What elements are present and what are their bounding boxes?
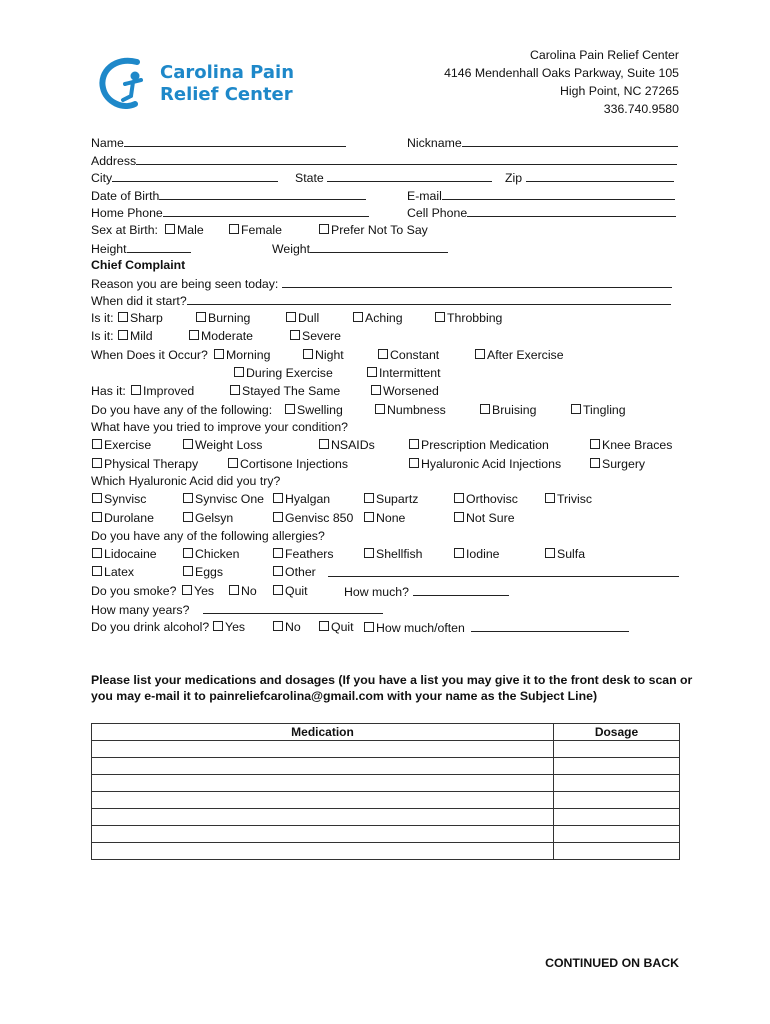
option-label: Trivisc <box>557 492 593 506</box>
iodine-option[interactable] <box>453 547 500 562</box>
feathers-option[interactable] <box>272 547 334 562</box>
weight-loss-option[interactable] <box>182 438 262 453</box>
option-label: No <box>285 620 301 634</box>
checkbox-icon <box>92 493 102 503</box>
medication-cell[interactable] <box>92 758 554 775</box>
checkbox-icon <box>286 312 296 322</box>
checkbox-icon <box>196 312 206 322</box>
option-label: Dull <box>298 311 320 325</box>
burning-option[interactable] <box>195 311 250 326</box>
checkbox-icon <box>435 312 445 322</box>
city-field[interactable] <box>112 170 278 182</box>
dob-row <box>91 188 366 204</box>
name-field[interactable] <box>124 135 346 147</box>
alcohol-label: Do you drink alcohol? <box>91 620 210 634</box>
knee-braces-option[interactable] <box>589 438 672 453</box>
checkbox-icon <box>378 349 388 359</box>
option-label: Iodine <box>466 547 500 561</box>
shellfish-option[interactable] <box>363 547 422 562</box>
sex-female-option[interactable] <box>228 223 282 238</box>
option-label: Throbbing <box>447 311 503 325</box>
option-label: Synvisc One <box>195 492 265 506</box>
alcohol-amount-field[interactable] <box>471 620 629 632</box>
worsened-option[interactable] <box>370 384 439 399</box>
when-occur-label: When Does it Occur? <box>91 348 208 362</box>
option-label: Constant <box>390 348 440 362</box>
checkbox-icon <box>273 493 283 503</box>
checkbox-icon <box>213 621 223 631</box>
checkbox-icon <box>409 439 419 449</box>
table-row <box>92 826 680 843</box>
years-row <box>91 602 383 618</box>
clinic-logo <box>95 54 295 114</box>
synvisc-option[interactable] <box>91 492 146 507</box>
chief-complaint-heading: Chief Complaint <box>91 258 186 272</box>
checkbox-icon <box>319 224 329 234</box>
checkbox-icon <box>118 330 128 340</box>
state-label: State <box>295 171 324 185</box>
checkbox-icon <box>228 458 238 468</box>
checkbox-icon <box>273 548 283 558</box>
option-label: During Exercise <box>246 366 333 380</box>
email-field[interactable] <box>442 188 675 200</box>
option-label: Male <box>177 223 204 237</box>
option-label: Physical Therapy <box>104 457 199 471</box>
cell-phone-label: Cell Phone <box>407 206 468 220</box>
smoke-amount-field[interactable] <box>413 584 509 596</box>
height-label: Height <box>91 242 127 256</box>
after-exercise-option[interactable] <box>474 348 564 363</box>
checkbox-icon <box>189 330 199 340</box>
nickname-row <box>407 135 678 151</box>
logo-line-2: Relief Center <box>160 84 293 105</box>
aching-option[interactable] <box>352 311 403 326</box>
none-option[interactable] <box>363 511 405 526</box>
checkbox-icon <box>375 404 385 414</box>
durolane-option[interactable] <box>91 511 154 526</box>
option-label: Latex <box>104 565 135 579</box>
city-row <box>91 170 278 186</box>
option-label: Worsened <box>383 384 439 398</box>
checkbox-icon <box>183 439 193 449</box>
dosage-cell[interactable] <box>554 792 680 809</box>
medication-cell[interactable] <box>92 741 554 758</box>
medication-cell[interactable] <box>92 809 554 826</box>
logo-line-1: Carolina Pain <box>160 62 295 83</box>
option-label: Supartz <box>376 492 419 506</box>
weight-field[interactable] <box>310 241 448 253</box>
email-row <box>407 188 675 204</box>
checkbox-icon <box>183 512 193 522</box>
hyalgan-option[interactable] <box>272 492 330 507</box>
pt-option[interactable] <box>91 457 198 472</box>
option-label: Intermittent <box>379 366 441 380</box>
other-option[interactable] <box>272 565 316 580</box>
option-label: Tingling <box>583 403 626 417</box>
option-label: Aching <box>365 311 403 325</box>
address-row <box>91 153 677 169</box>
sex-label: Sex at Birth: <box>91 223 158 237</box>
checkbox-icon <box>273 621 283 631</box>
start-row <box>91 293 671 309</box>
medications-instructions-1: Please list your medications and dosages (If you have a list you may give it to the front desk to scan or <box>91 673 693 687</box>
medications-instructions-2: you may e-mail it to painreliefcarolina@gmail.com with your name as the Subject Line) <box>91 689 598 703</box>
checkbox-icon <box>545 548 555 558</box>
checkbox-icon <box>371 385 381 395</box>
alcohol-amount-option[interactable] <box>363 620 629 636</box>
option-label: Bruising <box>492 403 537 417</box>
checkbox-icon <box>230 385 240 395</box>
option-label: None <box>376 511 406 525</box>
option-label: Sulfa <box>557 547 586 561</box>
nickname-label: Nickname <box>407 136 462 150</box>
mild-option[interactable] <box>117 329 153 344</box>
checkbox-icon <box>273 566 283 576</box>
synvisc-one-option[interactable] <box>182 492 264 507</box>
checkbox-icon <box>273 585 283 595</box>
hyaluronic-option[interactable] <box>408 457 561 472</box>
option-label: How much/often <box>376 621 465 635</box>
improved-option[interactable] <box>130 384 194 399</box>
option-label: Morning <box>226 348 271 362</box>
is-it-label-2: Is it: <box>91 329 114 343</box>
dull-option[interactable] <box>285 311 319 326</box>
checkbox-icon <box>229 224 239 234</box>
moderate-option[interactable] <box>188 329 253 344</box>
checkbox-icon <box>454 493 464 503</box>
zip-row <box>505 170 674 186</box>
checkbox-icon <box>183 566 193 576</box>
option-label: Orthovisc <box>466 492 518 506</box>
dob-label: Date of Birth <box>91 189 160 203</box>
zip-field[interactable] <box>526 170 674 182</box>
checkbox-icon <box>131 385 141 395</box>
table-row <box>92 758 680 775</box>
alcohol-no-option[interactable] <box>272 620 301 635</box>
alcohol-quit-option[interactable] <box>318 620 354 635</box>
years-field[interactable] <box>203 602 383 614</box>
option-label: Lidocaine <box>104 547 157 561</box>
following-label: Do you have any of the following: <box>91 403 273 417</box>
checkbox-icon <box>182 585 192 595</box>
checkbox-icon <box>183 548 193 558</box>
allergies-question: Do you have any of the following allergies? <box>91 529 325 543</box>
logo-swirl-icon <box>95 54 155 114</box>
tingling-option[interactable] <box>570 403 626 418</box>
option-label: Improved <box>143 384 195 398</box>
sex-prefer-option[interactable] <box>318 223 428 238</box>
height-field[interactable] <box>127 241 191 253</box>
checkbox-icon <box>364 493 374 503</box>
years-label: How many years? <box>91 603 190 617</box>
option-label: Synvisc <box>104 492 147 506</box>
dosage-cell[interactable] <box>554 775 680 792</box>
surgery-option[interactable] <box>589 457 645 472</box>
cortisone-option[interactable] <box>227 457 348 472</box>
alcohol-yes-option[interactable] <box>212 620 245 635</box>
option-label: NSAIDs <box>331 438 375 452</box>
sharp-option[interactable] <box>117 311 163 326</box>
checkbox-icon <box>92 548 102 558</box>
option-label: Female <box>241 223 283 237</box>
sex-male-option[interactable] <box>164 223 204 238</box>
clinic-address <box>444 46 679 118</box>
weight-row <box>272 241 448 257</box>
supartz-option[interactable] <box>363 492 418 507</box>
table-row <box>92 809 680 826</box>
numbness-option[interactable] <box>374 403 446 418</box>
morning-option[interactable] <box>213 348 270 363</box>
weight-label: Weight <box>272 242 311 256</box>
has-it-label: Has it: <box>91 384 126 398</box>
home-phone-label: Home Phone <box>91 206 163 220</box>
option-label: After Exercise <box>487 348 564 362</box>
option-label: No <box>241 584 257 598</box>
option-label: Stayed The Same <box>242 384 341 398</box>
trivisc-option[interactable] <box>544 492 592 507</box>
cell-phone-row <box>407 205 676 221</box>
checkbox-icon <box>367 367 377 377</box>
checkbox-icon <box>92 458 102 468</box>
option-label: Yes <box>194 584 215 598</box>
option-label: Moderate <box>201 329 253 343</box>
smoke-amount-row <box>344 584 509 600</box>
checkbox-icon <box>590 458 600 468</box>
checkbox-icon <box>165 224 175 234</box>
option-label: Hyaluronic Acid Injections <box>421 457 562 471</box>
checkbox-icon <box>364 622 374 632</box>
smoke-yes-option[interactable] <box>181 584 214 599</box>
option-label: Yes <box>225 620 246 634</box>
eggs-option[interactable] <box>182 565 223 580</box>
reason-label: Reason you are being seen today: <box>91 277 279 291</box>
checkbox-icon <box>409 458 419 468</box>
checkbox-icon <box>183 493 193 503</box>
checkbox-icon <box>92 439 102 449</box>
tried-question: What have you tried to improve your condition? <box>91 420 349 434</box>
constant-option[interactable] <box>377 348 439 363</box>
table-row <box>92 792 680 809</box>
option-label: Quit <box>285 584 308 598</box>
option-label: Numbness <box>387 403 446 417</box>
checkbox-icon <box>285 404 295 414</box>
medication-cell[interactable] <box>92 826 554 843</box>
state-field[interactable] <box>327 170 492 182</box>
prescription-option[interactable] <box>408 438 549 453</box>
name-label: Name <box>91 136 124 150</box>
swelling-option[interactable] <box>284 403 343 418</box>
option-label: Cortisone Injections <box>240 457 348 471</box>
other-allergy-field[interactable] <box>328 565 679 581</box>
chicken-option[interactable] <box>182 547 239 562</box>
option-label: Shellfish <box>376 547 423 561</box>
zip-label: Zip <box>505 171 523 185</box>
sulfa-option[interactable] <box>544 547 585 562</box>
dosage-cell[interactable] <box>554 843 680 860</box>
option-label: Weight Loss <box>195 438 263 452</box>
option-label: Durolane <box>104 511 154 525</box>
checkbox-icon <box>480 404 490 414</box>
bruising-option[interactable] <box>479 403 536 418</box>
reason-row <box>91 276 672 292</box>
city-label: City <box>91 171 113 185</box>
smoke-label: Do you smoke? <box>91 584 177 598</box>
medications-table-body <box>92 741 680 860</box>
option-label: Burning <box>208 311 251 325</box>
option-label: Eggs <box>195 565 224 579</box>
checkbox-icon <box>353 312 363 322</box>
table-header-row <box>92 724 680 741</box>
checkbox-icon <box>273 512 283 522</box>
medication-cell[interactable] <box>92 792 554 809</box>
checkbox-icon <box>454 548 464 558</box>
address-label: Address <box>91 154 137 168</box>
table-row <box>92 843 680 860</box>
checkbox-icon <box>214 349 224 359</box>
checkbox-icon <box>590 439 600 449</box>
option-label: Prefer Not To Say <box>331 223 428 237</box>
home-phone-row <box>91 205 369 221</box>
option-label: Knee Braces <box>602 438 673 452</box>
reason-field[interactable] <box>282 276 672 288</box>
intermittent-option[interactable] <box>366 366 441 381</box>
genvisc-option[interactable] <box>272 511 353 526</box>
exercise-option[interactable] <box>91 438 151 453</box>
checkbox-icon <box>118 312 128 322</box>
severe-option[interactable] <box>289 329 341 344</box>
state-row <box>295 170 492 186</box>
checkbox-icon <box>571 404 581 414</box>
dob-field[interactable] <box>159 188 366 200</box>
option-label: Chicken <box>195 547 240 561</box>
email-label: E-mail <box>407 189 442 203</box>
option-label: Mild <box>130 329 153 343</box>
address-field[interactable] <box>136 153 677 165</box>
option-label: Severe <box>302 329 341 343</box>
checkbox-icon <box>364 548 374 558</box>
checkbox-icon <box>234 367 244 377</box>
option-label: Hyalgan <box>285 492 331 506</box>
option-label: Prescription Medication <box>421 438 549 452</box>
orthovisc-option[interactable] <box>453 492 518 507</box>
start-label: When did it start? <box>91 294 187 308</box>
option-label: Sharp <box>130 311 163 325</box>
checkbox-icon <box>92 566 102 576</box>
height-row <box>91 241 191 257</box>
is-it-label-1: Is it: <box>91 311 114 325</box>
option-label: Genvisc 850 <box>285 511 354 525</box>
nickname-field[interactable] <box>462 135 678 147</box>
latex-option[interactable] <box>91 565 134 580</box>
start-field[interactable] <box>187 293 671 305</box>
option-label: Quit <box>331 620 354 634</box>
home-phone-field[interactable] <box>163 205 369 217</box>
dosage-cell[interactable] <box>554 809 680 826</box>
dosage-column-header: Dosage <box>554 724 680 741</box>
checkbox-icon <box>475 349 485 359</box>
option-label: Night <box>315 348 344 362</box>
checkbox-icon <box>319 439 329 449</box>
option-label: Not Sure <box>466 511 515 525</box>
smoke-quit-option[interactable] <box>272 584 308 599</box>
dosage-cell[interactable] <box>554 758 680 775</box>
checkbox-icon <box>229 585 239 595</box>
how-much-label: How much? <box>344 585 409 599</box>
checkbox-icon <box>364 512 374 522</box>
medications-table <box>91 723 680 860</box>
option-label: Exercise <box>104 438 152 452</box>
checkbox-icon <box>545 493 555 503</box>
checkbox-icon <box>92 512 102 522</box>
during-exercise-option[interactable] <box>233 366 333 381</box>
checkbox-icon <box>290 330 300 340</box>
dosage-cell[interactable] <box>554 826 680 843</box>
stayed-same-option[interactable] <box>229 384 340 399</box>
dosage-cell[interactable] <box>554 741 680 758</box>
continued-on-back: CONTINUED ON BACK <box>545 956 679 970</box>
cell-phone-field[interactable] <box>467 205 676 217</box>
nsaids-option[interactable] <box>318 438 375 453</box>
option-label: Swelling <box>297 403 343 417</box>
ha-question: Which Hyaluronic Acid did you try? <box>91 474 281 488</box>
clinic-name: Carolina Pain Relief Center <box>529 48 679 62</box>
not-sure-option[interactable] <box>453 511 515 526</box>
night-option[interactable] <box>302 348 344 363</box>
lidocaine-option[interactable] <box>91 547 157 562</box>
option-label: Gelsyn <box>195 511 234 525</box>
option-label: Surgery <box>602 457 646 471</box>
medication-column-header: Medication <box>92 724 554 741</box>
checkbox-icon <box>454 512 464 522</box>
table-row <box>92 775 680 792</box>
option-label: Feathers <box>285 547 334 561</box>
gelsyn-option[interactable] <box>182 511 233 526</box>
table-row <box>92 741 680 758</box>
medication-cell[interactable] <box>92 775 554 792</box>
clinic-street: 4146 Mendenhall Oaks Parkway, Suite 105 <box>444 66 679 80</box>
checkbox-icon <box>303 349 313 359</box>
smoke-no-option[interactable] <box>228 584 257 599</box>
clinic-phone: 336.740.9580 <box>603 102 679 116</box>
name-row <box>91 135 346 151</box>
medication-cell[interactable] <box>92 843 554 860</box>
throbbing-option[interactable] <box>434 311 502 326</box>
clinic-city: High Point, NC 27265 <box>560 84 679 98</box>
checkbox-icon <box>319 621 329 631</box>
option-label: Other <box>285 565 316 579</box>
